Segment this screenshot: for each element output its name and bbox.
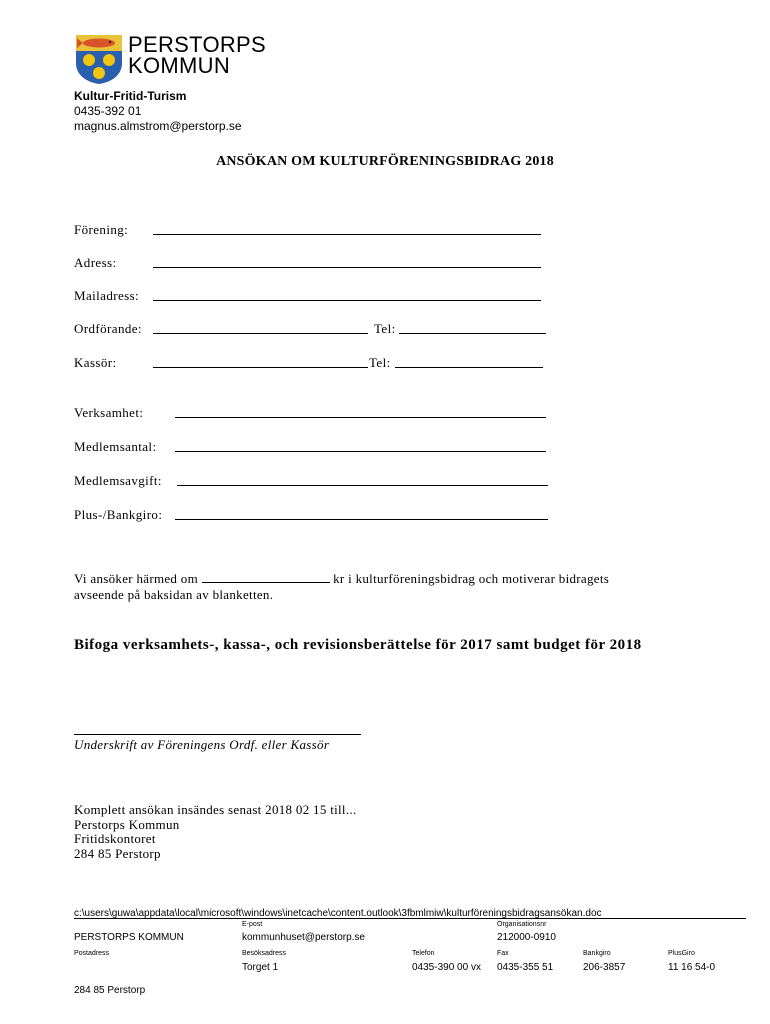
recipient-office: Fritidskontoret — [74, 831, 156, 846]
recipient-name: Perstorps Kommun — [74, 816, 180, 832]
telefon-label: Telefon — [412, 950, 435, 957]
medlemsantal-label: Medlemsantal: — [74, 439, 157, 454]
footer-divider — [74, 918, 746, 919]
page-title: ANSÖKAN OM KULTURFÖRENINGSBIDRAG 2018 — [216, 154, 554, 169]
signature-caption: Underskrift av Föreningens Ordf. eller Kassör — [74, 737, 330, 752]
brand-line-1: PERSTORPS — [128, 32, 266, 57]
bankgiro-field[interactable] — [175, 519, 548, 520]
ordforande-tel-label: Tel: — [374, 321, 396, 336]
attachment-note: Bifoga verksamhets-, kassa-, och revisionsberättelse för 2017 samt budget för 2018 — [74, 637, 642, 653]
medlemsavgift-field[interactable] — [177, 485, 548, 486]
file-path: c:\users\guwa\appdata\local\microsoft\windows\inetcache\content.outlook\3fbmlmiw\kulturföreningsbidragsansökan.doc — [74, 908, 602, 919]
forening-field[interactable] — [153, 234, 541, 235]
ordforande-field[interactable] — [153, 333, 368, 334]
ordforande-label: Ordförande: — [74, 321, 142, 336]
footer-bankgiro: 206-3857 — [583, 962, 626, 973]
department-name: Kultur-Fritid-Turism — [74, 89, 187, 103]
ordforande-tel-field[interactable] — [399, 333, 546, 334]
kassor-label: Kassör: — [74, 355, 117, 370]
mailadress-field[interactable] — [153, 300, 541, 301]
bankgiro-label: Plus-/Bankgiro: — [74, 507, 163, 522]
postadress-label: Postadress — [74, 950, 110, 957]
deadline-line: Komplett ansökan insändes senast 2018 02 15 till... — [74, 802, 357, 817]
kassor-field[interactable] — [153, 367, 368, 368]
deadline-block — [74, 803, 357, 861]
contact-email: magnus.almstrom@perstorp.se — [74, 119, 242, 133]
org-label: Organisationsnr — [497, 921, 547, 928]
mailadress-label: Mailadress: — [74, 288, 140, 303]
epost-label: E-post — [242, 921, 263, 928]
besok-label: Besöksadress — [242, 950, 286, 957]
application-text-start: Vi ansöker härmed om — [74, 571, 198, 586]
brand-line-2: KOMMUN — [128, 53, 231, 78]
contact-phone: 0435-392 01 — [74, 104, 142, 118]
footer-postadress: 284 85 Perstorp — [74, 985, 146, 996]
coat-of-arms-icon — [74, 33, 124, 85]
kassor-tel-label: Tel: — [369, 355, 391, 370]
footer-org-name: PERSTORPS KOMMUN — [74, 932, 184, 943]
signature-field[interactable] — [74, 734, 361, 735]
verksamhet-label: Verksamhet: — [74, 405, 144, 420]
plusgiro-label: PlusGiro — [668, 950, 695, 957]
footer-plusgiro: 11 16 54-0 — [668, 962, 716, 973]
medlemsantal-field[interactable] — [175, 451, 546, 452]
forening-label: Förening: — [74, 222, 129, 237]
footer-telefon: 0435-390 00 vx — [412, 962, 481, 973]
fax-label: Fax — [497, 950, 509, 957]
footer-besok: Torget 1 — [242, 962, 279, 973]
application-text-end: kr i kulturföreningsbidrag och motiverar bidragets avseende på baksidan av blanketten. — [74, 571, 610, 602]
bankgiro-footer-label: Bankgiro — [583, 950, 611, 957]
verksamhet-field[interactable] — [175, 417, 546, 418]
amount-field[interactable] — [202, 571, 330, 583]
adress-field[interactable] — [153, 267, 541, 268]
adress-label: Adress: — [74, 255, 117, 270]
footer-org-number: 212000-0910 — [497, 932, 556, 943]
kassor-tel-field[interactable] — [395, 367, 543, 368]
application-paragraph — [74, 571, 634, 603]
footer-epost: kommunhuset@perstorp.se — [242, 932, 365, 943]
footer-fax: 0435-355 51 — [497, 962, 554, 973]
medlemsavgift-label: Medlemsavgift: — [74, 473, 162, 488]
recipient-postal: 284 85 Perstorp — [74, 845, 161, 861]
